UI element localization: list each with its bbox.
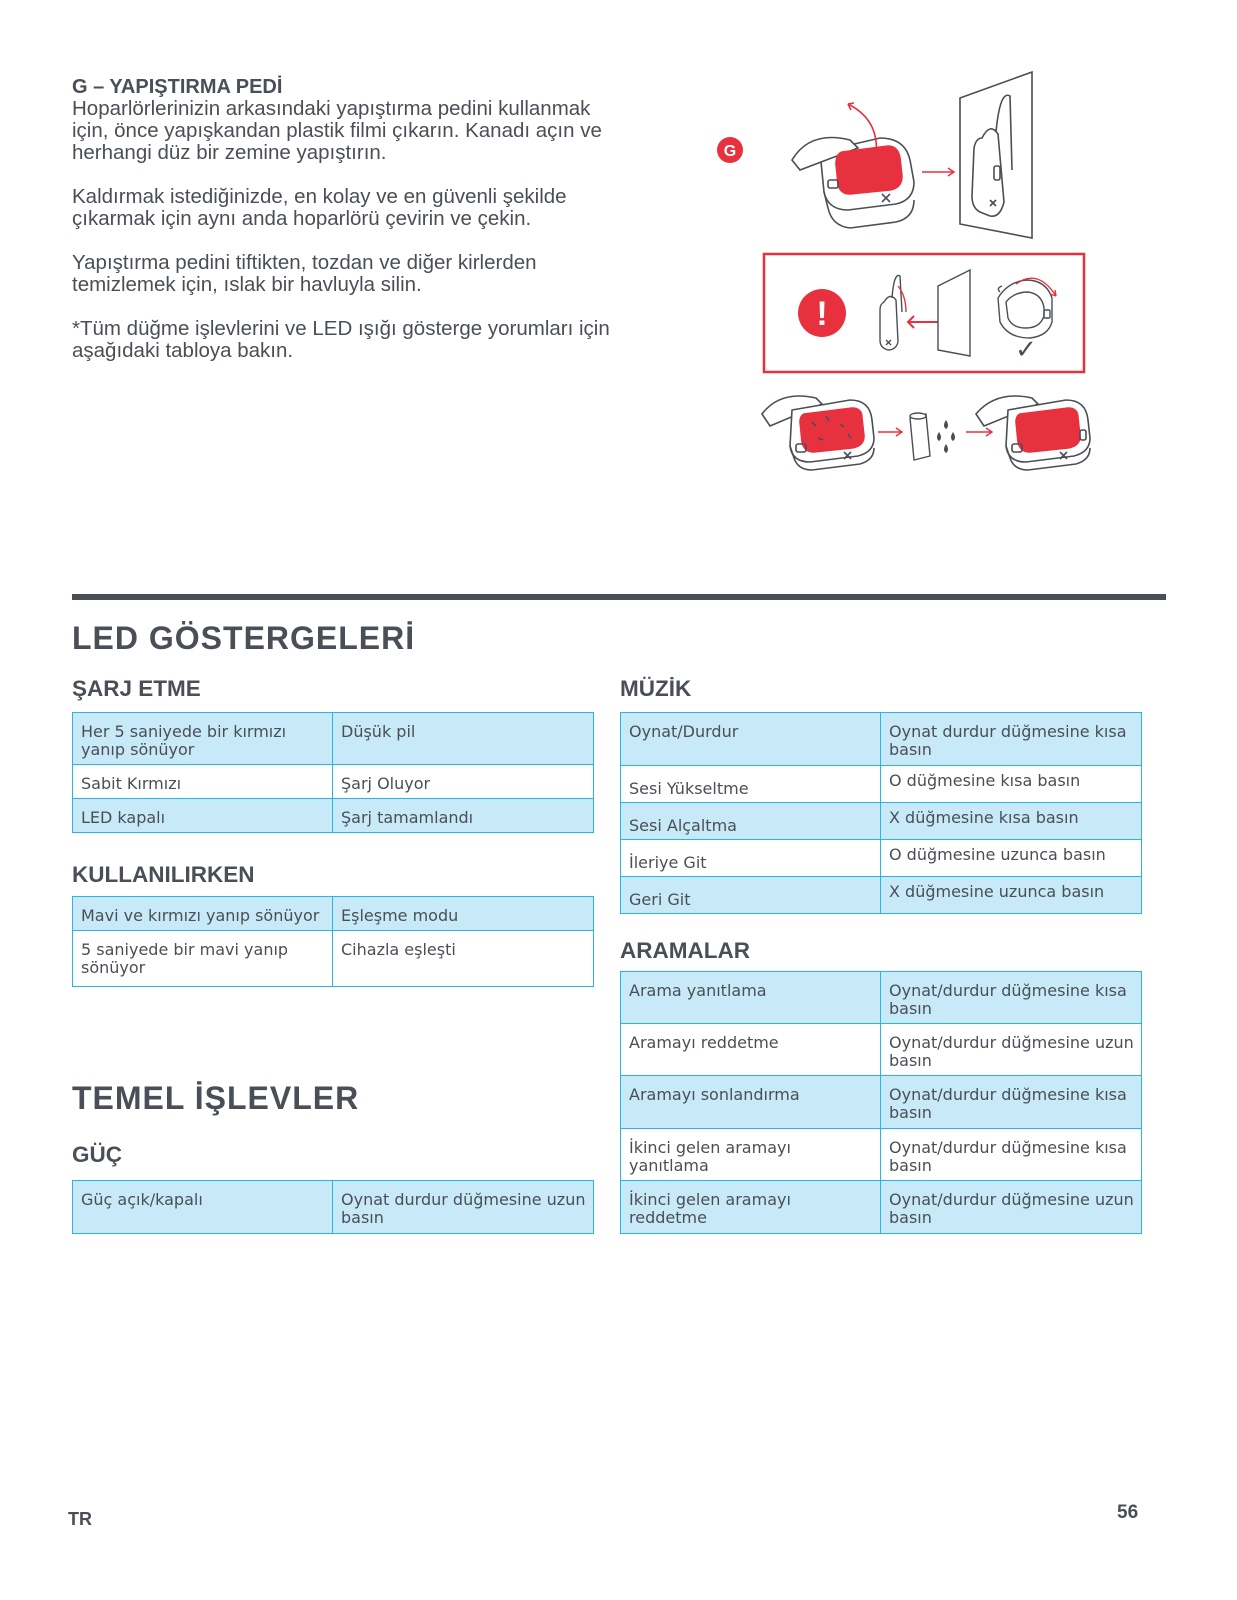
- table-row: [621, 1129, 1142, 1181]
- table-row: [621, 1076, 1142, 1129]
- table-cell: Oynat/Durdur: [621, 713, 881, 766]
- table-cell: Aramayı sonlandırma: [621, 1076, 881, 1129]
- power-table: [72, 1180, 594, 1234]
- table-cell: Her 5 saniyede bir kırmızı yanıp sönüyor: [73, 713, 333, 765]
- water-drops-icon: [937, 420, 955, 453]
- table-row: [73, 713, 594, 765]
- table-cell: İkinci gelen aramayı yanıtlama: [621, 1129, 881, 1181]
- badge-letter: G: [723, 143, 737, 160]
- table-cell: Oynat/durdur düğmesine uzun basın: [881, 1024, 1142, 1076]
- table-cell: Sabit Kırmızı: [73, 765, 333, 799]
- charging-table: [72, 712, 594, 833]
- section-divider: [72, 594, 1166, 600]
- intro-paragraph-2: Kaldırmak istediğinizde, en kolay ve en güvenli şekilde çıkarmak için aynı anda hoparlörü çevirin ve çekin.: [72, 185, 567, 230]
- basic-title: TEMEL İŞLEVLER: [72, 1080, 360, 1116]
- intro-paragraph-1: Hoparlörlerinizin arkasındaki yapıştırma pedini kullanmak için, önce yapışkandan plastik filmi çıkarın. Kanadı açın ve herhangi düz bir zemine yapıştırın.: [72, 97, 602, 164]
- warning-icon: [798, 289, 846, 337]
- intro-paragraph-4: *Tüm düğme işlevlerini ve LED ışığı gösterge yorumları için aşağıdaki tabloya bakın.: [72, 317, 610, 362]
- clean-pad-speaker-icon: [976, 396, 1090, 470]
- table-cell: 5 saniyede bir mavi yanıp sönüyor: [73, 931, 333, 987]
- table-row: [621, 803, 1142, 840]
- calls-table: [620, 971, 1142, 1234]
- table-cell: Geri Git: [621, 877, 881, 914]
- led-title: LED GÖSTERGELERİ: [72, 620, 416, 656]
- table-cell: İkinci gelen aramayı reddetme: [621, 1181, 881, 1234]
- adhesive-pad-illustration: [700, 60, 1140, 500]
- power-title: GÜÇ: [72, 1142, 122, 1167]
- in-use-table: [72, 896, 594, 987]
- table-cell: Sesi Alçaltma: [621, 803, 881, 840]
- table-cell: Oynat durdur düğmesine uzun basın: [333, 1181, 594, 1234]
- table-cell: Oynat/durdur düğmesine kısa basın: [881, 1129, 1142, 1181]
- speaker-peel-icon: [792, 103, 914, 228]
- arrow-right-icon: [966, 428, 992, 436]
- step-badge: [717, 137, 743, 163]
- table-cell: Arama yanıtlama: [621, 972, 881, 1024]
- table-cell: X düğmesine uzunca basın: [881, 877, 1142, 914]
- check-mark-icon: ✓: [1015, 335, 1037, 365]
- table-cell: Oynat durdur düğmesine kısa basın: [881, 713, 1142, 766]
- table-cell: Güç açık/kapalı: [73, 1181, 333, 1234]
- table-row: [73, 897, 594, 931]
- table-cell: Aramayı reddetme: [621, 1024, 881, 1076]
- arrow-right-icon: [922, 168, 954, 176]
- table-row: [621, 766, 1142, 803]
- table-cell: İleriye Git: [621, 840, 881, 877]
- dirty-pad-speaker-icon: [762, 396, 874, 470]
- arrow-right-icon: [878, 428, 902, 436]
- intro-section: [72, 76, 632, 384]
- table-row: [621, 840, 1142, 877]
- table-row: [621, 877, 1142, 914]
- table-cell: Düşük pil: [333, 713, 594, 765]
- table-cell: O düğmesine kısa basın: [881, 766, 1142, 803]
- table-row: [73, 765, 594, 799]
- intro-paragraph-3: Yapıştırma pedini tiftikten, tozdan ve diğer kirlerden temizlemek için, ıslak bir havluyla silin.: [72, 251, 537, 296]
- table-cell: Oynat/durdur düğmesine kısa basın: [881, 972, 1142, 1024]
- table-cell: LED kapalı: [73, 799, 333, 833]
- calls-title: ARAMALAR: [620, 938, 750, 963]
- music-title: MÜZİK: [620, 676, 692, 701]
- table-cell: O düğmesine uzunca basın: [881, 840, 1142, 877]
- table-row: [621, 1024, 1142, 1076]
- table-cell: Sesi Yükseltme: [621, 766, 881, 803]
- rotate-remove-icon: [998, 278, 1056, 338]
- table-cell: Eşleşme modu: [333, 897, 594, 931]
- table-row: [621, 713, 1142, 766]
- table-row: [73, 799, 594, 833]
- table-row: [73, 1181, 594, 1234]
- table-cell: Şarj tamamlandı: [333, 799, 594, 833]
- charging-title: ŞARJ ETME: [72, 676, 201, 701]
- table-cell: Mavi ve kırmızı yanıp sönüyor: [73, 897, 333, 931]
- table-cell: Oynat/durdur düğmesine kısa basın: [881, 1076, 1142, 1129]
- wrong-removal-icon: [880, 270, 970, 356]
- table-row: [621, 1181, 1142, 1234]
- table-cell: Oynat/durdur düğmesine uzun basın: [881, 1181, 1142, 1234]
- wall-mount-icon: [960, 72, 1032, 238]
- table-cell: Şarj Oluyor: [333, 765, 594, 799]
- table-row: [621, 972, 1142, 1024]
- table-cell: Cihazla eşleşti: [333, 931, 594, 987]
- towel-icon: [910, 413, 930, 460]
- warning-symbol: !: [816, 295, 828, 333]
- in-use-title: KULLANILIRKEN: [72, 862, 255, 887]
- page-number: 56: [1117, 1502, 1139, 1523]
- intro-heading: G – YAPIŞTIRMA PEDİ: [72, 76, 283, 98]
- table-row: [73, 931, 594, 987]
- music-table: [620, 712, 1142, 914]
- table-cell: X düğmesine kısa basın: [881, 803, 1142, 840]
- footer-language: TR: [68, 1509, 92, 1529]
